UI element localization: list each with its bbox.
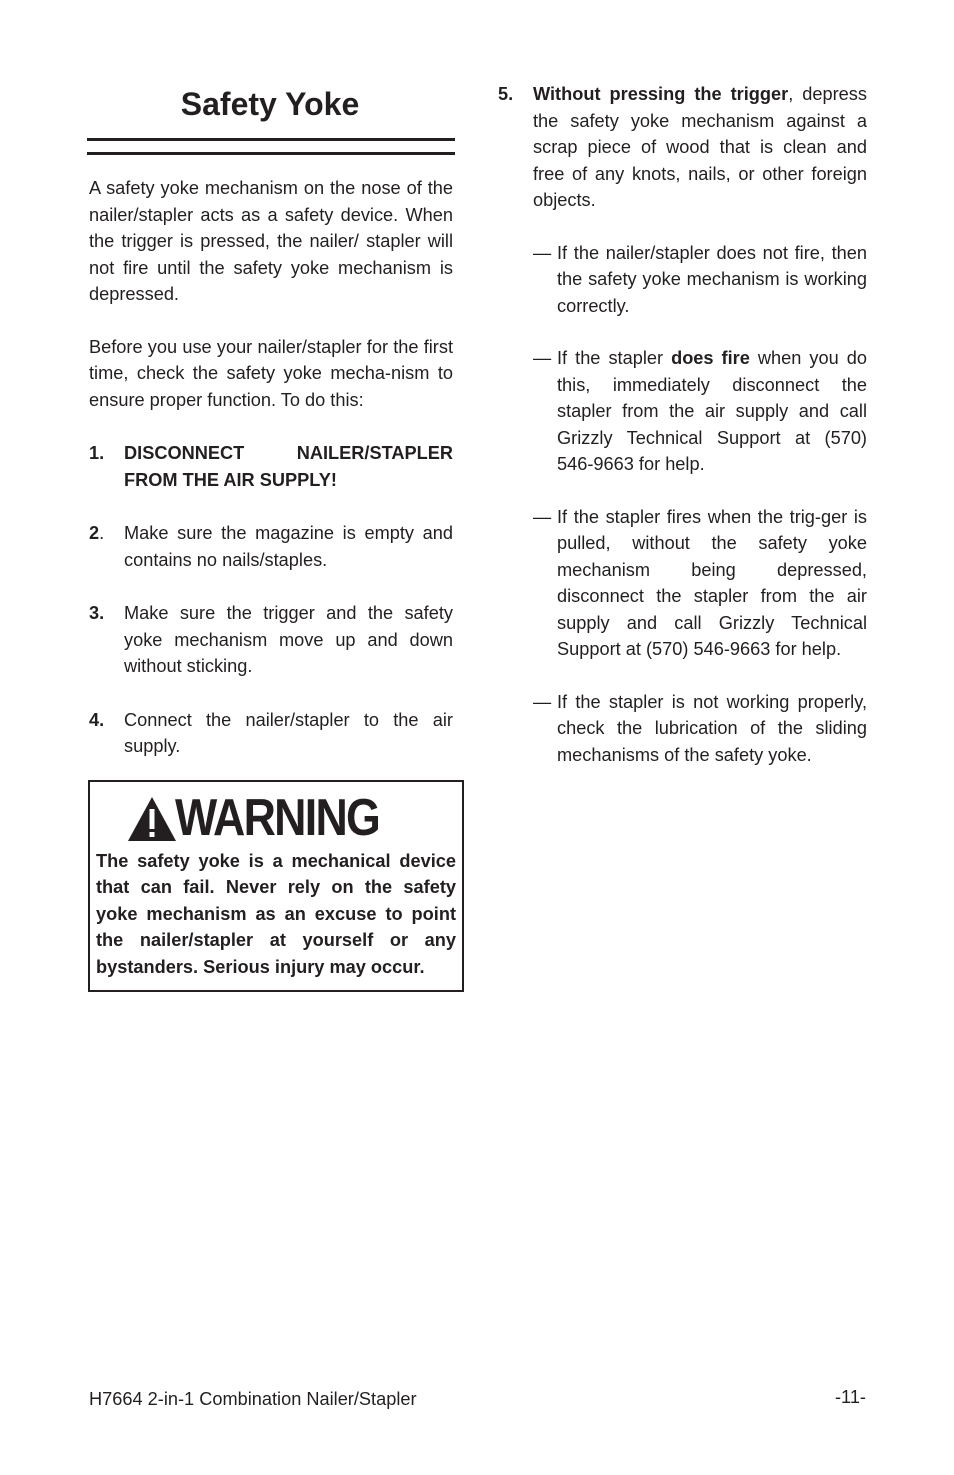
step-number: 4. [89, 709, 105, 730]
step-5-bold: Without pressing the trigger [533, 84, 789, 104]
step-4 [89, 707, 453, 760]
step-3 [89, 600, 453, 680]
warning-heading [96, 790, 456, 846]
step-number: 3. [89, 603, 105, 623]
step-text: Make sure the magazine is empty and contains no nails/staples. [124, 523, 453, 570]
dash-text: If the nailer/stapler does not fire, then the safety yoke mechanism is working correctly. [557, 242, 867, 316]
dash-text: If the stapler fires when the trig-ger is pulled, without the safety yoke mechanism being depressed, disconnect the stapler from the air supply and call Grizzly Technical Support at (570) 546-9663 for help. [557, 506, 867, 659]
dash-item-4 [533, 689, 867, 769]
intro-paragraph-2: Before you use your nailer/stapler for the first time, check the safety yoke mecha-nism to ensure proper function. To do this: [89, 336, 453, 410]
dash-mark: — [533, 242, 552, 263]
step-5-rest: , depress the safety yoke mechanism against a scrap piece of wood that is clean and free of any knots, nails, or other foreign objects. [533, 84, 867, 210]
dash-item-1 [533, 240, 867, 320]
dash-text [557, 345, 867, 478]
step-2-number-suffix: . [99, 523, 105, 543]
dash-item-2 [533, 345, 867, 478]
step-1-word-a: DISCONNECT [124, 443, 245, 463]
warning-text: The safety yoke is a mechanical device that can fail. Never rely on the safety yoke mechanism as an excuse to point the nailer/stapler at yourself or any bystanders. Serious injury may occur. [96, 850, 456, 977]
step-number: 1. [89, 443, 105, 463]
step-1-line-2: FROM THE AIR SUPPLY! [124, 469, 337, 490]
dash-2-bold: does fire [671, 348, 750, 368]
dash-mark: — [533, 506, 552, 527]
page-title: Safety Yoke [180, 86, 360, 122]
step-text [533, 81, 867, 214]
step-2 [89, 520, 453, 573]
page-number: -11- [835, 1387, 866, 1407]
step-text: Connect the nailer/stapler to the air supply. [124, 709, 453, 756]
footer-model-title: H7664 2-in-1 Combination Nailer/Stapler [89, 1389, 417, 1409]
warning-word: WARNING [175, 788, 380, 847]
step-text [124, 440, 453, 493]
step-text: Make sure the trigger and the safety yoke mechanism move up and down without sticking. [124, 603, 453, 676]
title-rule [87, 138, 455, 155]
step-5 [498, 81, 867, 214]
step-number [89, 520, 124, 573]
dash-text: If the stapler is not working properly, check the lubrication of the sliding mechanisms of the safety yoke. [557, 691, 867, 765]
intro-paragraph-1: A safety yoke mechanism on the nose of the nailer/stapler acts as a safety device. When the trigger is pressed, the nailer/ stapler will not fire until the safety yoke mechanism is depressed. [89, 178, 453, 304]
dash-2-pre: If the stapler [557, 348, 672, 368]
step-1 [89, 440, 453, 493]
step-2-number: 2 [89, 523, 100, 543]
dash-2-post: when you do this, immediately disconnect the stapler from the air supply and call Grizzly Technical Support at (570) 546-9663 for help. [557, 348, 868, 474]
step-1-word-b: NAILER/STAPLER [296, 443, 453, 463]
right-column [498, 81, 867, 768]
left-column [89, 80, 456, 992]
dash-item-3 [533, 504, 867, 663]
warning-triangle-icon [127, 796, 177, 842]
dash-mark: — [533, 348, 552, 368]
warning-box [88, 780, 464, 993]
step-number: 5. [498, 84, 514, 104]
dash-mark: — [533, 691, 552, 712]
